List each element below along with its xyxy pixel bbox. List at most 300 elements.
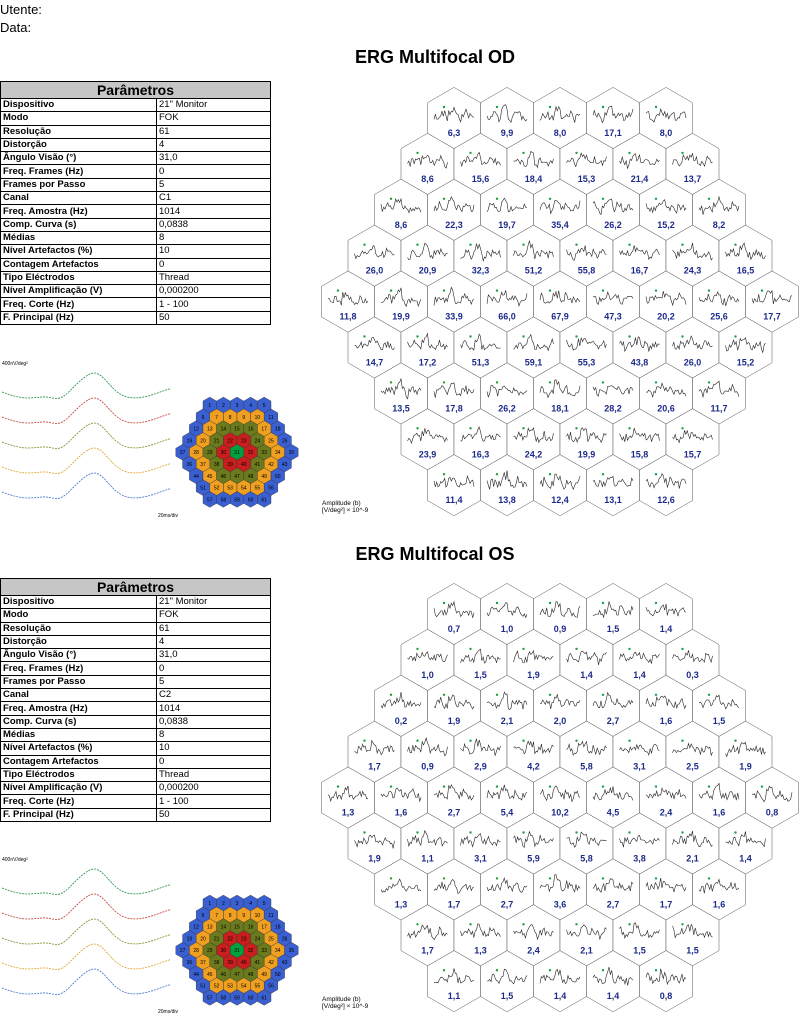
peak-marker	[469, 244, 471, 246]
ring-hex-number: 56	[268, 983, 274, 990]
ring-average-trace	[2, 944, 170, 970]
peak-marker	[363, 831, 365, 833]
peak-marker	[602, 602, 604, 604]
params-table-od	[0, 81, 271, 325]
ring-hex-number: 52	[213, 983, 220, 990]
param-label: Freq. Frames (Hz)	[1, 165, 157, 178]
ring-hex-number: 53	[227, 485, 233, 492]
hex-value: 19,9	[392, 311, 410, 322]
ring-hex-number: 7	[215, 414, 218, 421]
param-row	[1, 609, 271, 622]
ring-hex-number: 2	[222, 901, 225, 907]
param-row	[1, 675, 271, 688]
peak-marker	[602, 694, 604, 696]
ring-hex-number: 8	[228, 414, 232, 421]
peak-marker	[390, 198, 392, 200]
ring-hex-number: 17	[261, 426, 267, 433]
hex-value: 9,9	[500, 128, 514, 138]
peak-marker	[443, 694, 445, 696]
ring-hex-number: 25	[268, 936, 274, 943]
hex-value: 0,9	[421, 761, 434, 772]
trace-scale-top: 400nV/deg²	[2, 361, 28, 367]
params-body	[1, 99, 271, 325]
ring-hex-number: 49	[261, 971, 267, 978]
peak-marker	[655, 969, 657, 971]
param-value: 50	[157, 808, 271, 821]
peak-marker	[469, 427, 471, 429]
hex-value: 13,8	[498, 495, 516, 506]
peak-marker	[522, 244, 524, 246]
param-row	[1, 755, 271, 768]
peak-marker	[416, 427, 418, 429]
ring-average-trace	[2, 448, 170, 474]
ring-hex-number: 7	[215, 912, 218, 919]
ring-hex-number: 13	[207, 426, 213, 433]
ring-hex-number: 28	[193, 450, 199, 457]
param-label: Distorção	[1, 635, 157, 648]
hex-value: 66,0	[498, 311, 516, 322]
ring-hex-number: 37	[200, 462, 206, 468]
param-label: Distorção	[1, 138, 157, 151]
peak-marker	[628, 740, 630, 742]
param-label: Modo	[1, 112, 157, 125]
param-row	[1, 808, 271, 821]
ring-hex-number: 41	[254, 960, 261, 966]
ring-hex-number: 40	[241, 462, 247, 468]
ring-hex-number: 44	[193, 971, 199, 978]
param-value: 21" Monitor	[157, 99, 271, 112]
hex-value: 55,3	[577, 357, 596, 368]
param-row	[1, 112, 271, 125]
param-row	[1, 152, 271, 165]
param-value: 0	[157, 662, 271, 675]
peak-marker	[496, 198, 498, 200]
peak-marker	[549, 969, 551, 971]
peak-marker	[522, 648, 524, 650]
param-row	[1, 298, 271, 311]
peak-marker	[575, 244, 577, 246]
peak-marker	[549, 602, 551, 604]
param-label: Médias	[1, 231, 157, 244]
param-label: Freq. Frames (Hz)	[1, 662, 157, 675]
hex-value: 1,3	[341, 807, 355, 818]
peak-marker	[469, 335, 471, 337]
hex-value: 32,3	[471, 265, 490, 276]
ring-hex-number: 20	[200, 936, 206, 943]
ring-hex-number: 11	[268, 414, 274, 421]
peak-marker	[602, 381, 604, 383]
ring-hex-number: 22	[227, 936, 233, 943]
ring-hex-number: 34	[275, 948, 281, 955]
ring-hex-number: 27	[179, 450, 186, 457]
peak-marker	[549, 198, 551, 200]
param-row	[1, 178, 271, 191]
hex-value: 1,4	[553, 991, 567, 1002]
peak-marker	[602, 473, 604, 475]
ring-hex-number: 47	[234, 473, 240, 480]
param-row	[1, 205, 271, 218]
param-row	[1, 728, 271, 741]
peak-marker	[549, 473, 551, 475]
hex-value: 3,1	[474, 853, 487, 864]
ring-hex-number: 11	[268, 912, 274, 919]
ring-hex-number: 4	[249, 403, 252, 409]
waveform-traces-os	[0, 853, 180, 1018]
hex-value: 11,8	[339, 311, 357, 322]
peak-marker	[549, 289, 551, 291]
hexagon-ring-map-od	[170, 395, 305, 523]
ring-hex-number: 10	[254, 912, 261, 919]
amplitude-label: Amplitude (b)	[322, 500, 361, 507]
hex-value: 55,8	[577, 265, 596, 276]
peak-marker	[390, 289, 392, 291]
hex-value: 5,8	[580, 853, 593, 864]
hex-value: 26,2	[498, 403, 516, 414]
param-row	[1, 271, 271, 284]
hex-value: 33,9	[445, 311, 463, 322]
ring-hex-number: 14	[220, 924, 227, 931]
ring-hex-number: 40	[241, 960, 247, 966]
params-body	[1, 596, 271, 822]
hex-value: 5,8	[580, 761, 593, 772]
param-row	[1, 622, 271, 635]
hex-value: 1,4	[633, 669, 646, 680]
ring-hex-number: 36	[186, 462, 193, 468]
hex-value: 1,6	[394, 807, 408, 818]
peak-marker	[655, 289, 657, 291]
param-value: 10	[157, 742, 271, 755]
hex-value: 16,7	[630, 265, 649, 276]
params-title: Parâmetros	[1, 579, 271, 596]
param-label: Freq. Corte (Hz)	[1, 795, 157, 808]
utente-label: Utente:	[0, 2, 42, 17]
ring-hex-number: 59	[234, 995, 240, 1002]
ring-hex-number: 36	[186, 960, 193, 966]
hex-value: 2,7	[500, 899, 514, 910]
ring-hex-number: 45	[207, 971, 213, 978]
ring-hex-number: 35	[288, 948, 295, 955]
peak-marker	[708, 694, 710, 696]
peak-marker	[734, 831, 736, 833]
ring-hex-number: 14	[220, 426, 227, 433]
param-row	[1, 742, 271, 755]
hex-value: 14,7	[365, 357, 384, 368]
param-label: Resolução	[1, 125, 157, 138]
ring-hex-number: 54	[241, 983, 247, 990]
peak-marker	[575, 740, 577, 742]
hex-value: 67,9	[551, 311, 569, 322]
ring-average-trace	[2, 373, 170, 399]
peak-marker	[390, 877, 392, 879]
peak-marker	[628, 152, 630, 154]
peak-marker	[708, 381, 710, 383]
hex-value: 0,8	[765, 807, 779, 818]
hex-value: 17,7	[763, 311, 781, 322]
peak-marker	[575, 427, 577, 429]
ring-hex-number: 21	[213, 438, 220, 445]
ring-average-trace	[2, 423, 170, 449]
peak-marker	[761, 785, 763, 787]
amplitude-unit: [V/deg²] × 10^-9	[322, 507, 369, 514]
data-label: Data:	[0, 20, 32, 35]
peak-marker	[363, 740, 365, 742]
param-value: 1 - 100	[157, 298, 271, 311]
param-label: Canal	[1, 689, 157, 702]
param-row	[1, 596, 271, 609]
ring-hex-number: 12	[193, 924, 199, 931]
ring-hex-number: 20	[200, 438, 206, 445]
section-title-os: ERG Multifocal OS	[355, 544, 515, 564]
ring-hex-number: 3	[235, 403, 239, 409]
section-title-od: ERG Multifocal OD	[354, 47, 515, 67]
param-label: Nível Amplificação (V)	[1, 782, 157, 795]
ring-hex-number: 57	[207, 995, 213, 1002]
ring-hex-number: 21	[213, 936, 220, 943]
peak-marker	[443, 877, 445, 879]
param-value: 0,0838	[157, 715, 271, 728]
param-label: Nível Amplificação (V)	[1, 285, 157, 298]
peak-marker	[337, 785, 339, 787]
hex-value: 0,2	[394, 715, 408, 726]
peak-marker	[416, 335, 418, 337]
param-label: Nível Artefactos (%)	[1, 245, 157, 258]
ring-hex-number: 6	[201, 414, 205, 421]
ring-hex-number: 9	[242, 912, 246, 919]
peak-marker	[522, 427, 524, 429]
hex-value: 24,3	[683, 265, 702, 276]
amplitude-legend-od	[322, 500, 368, 514]
peak-marker	[416, 831, 418, 833]
ring-hex-number: 52	[213, 485, 220, 492]
peak-marker	[549, 694, 551, 696]
hex-value: 1,5	[712, 715, 726, 726]
ring-hex-number: 47	[234, 971, 240, 978]
hexagon-amplitude-map-os	[318, 578, 799, 1030]
hex-value: 26,2	[604, 219, 622, 230]
peak-marker	[575, 923, 577, 925]
hex-value: 2,0	[553, 715, 567, 726]
hex-value: 1,5	[500, 991, 514, 1002]
ring-hex-number: 39	[227, 462, 233, 468]
hex-value: 4,2	[527, 761, 540, 772]
param-value: Thread	[157, 768, 271, 781]
param-value: 5	[157, 675, 271, 688]
ring-hex-number: 30	[220, 948, 227, 955]
hex-value: 15,2	[657, 219, 675, 230]
param-row	[1, 258, 271, 271]
ring-hex-number: 15	[234, 426, 240, 433]
param-label: Nível Artefactos (%)	[1, 742, 157, 755]
ring-hex-number: 50	[275, 473, 281, 480]
peak-marker	[549, 785, 551, 787]
hex-value: 15,6	[471, 173, 490, 184]
peak-marker	[416, 152, 418, 154]
ring-hex-number: 1	[208, 403, 212, 409]
ring-hex-number: 31	[234, 948, 240, 955]
param-value: 61	[157, 622, 271, 635]
ring-hex-number: 19	[186, 936, 193, 943]
peak-marker	[734, 740, 736, 742]
peak-marker	[602, 877, 604, 879]
peak-marker	[469, 923, 471, 925]
ring-hex-number: 60	[247, 995, 254, 1002]
hex-value: 1,3	[394, 899, 408, 910]
hex-value: 1,6	[712, 899, 726, 910]
peak-marker	[681, 152, 683, 154]
param-value: 61	[157, 125, 271, 138]
param-value: 4	[157, 635, 271, 648]
param-row	[1, 768, 271, 781]
param-label: Ângulo Visão (°)	[1, 152, 157, 165]
ring-hex-number: 17	[261, 924, 267, 931]
hex-value: 4,5	[606, 807, 620, 818]
param-row	[1, 192, 271, 205]
param-row	[1, 125, 271, 138]
peak-marker	[681, 740, 683, 742]
param-value: Thread	[157, 271, 271, 284]
hex-value: 13,7	[683, 173, 702, 184]
ring-hex-number: 59	[234, 497, 240, 504]
param-row	[1, 795, 271, 808]
param-row	[1, 99, 271, 112]
param-label: Modo	[1, 609, 157, 622]
amplitude-label: Amplitude (b)	[322, 996, 361, 1003]
peak-marker	[522, 740, 524, 742]
peak-marker	[469, 831, 471, 833]
peak-marker	[443, 785, 445, 787]
hex-value: 28,2	[604, 403, 622, 414]
param-value: FOK	[157, 112, 271, 125]
peak-marker	[522, 831, 524, 833]
param-value: 0,0838	[157, 218, 271, 231]
hex-value: 20,9	[418, 265, 437, 276]
ring-hex-number: 9	[242, 414, 246, 421]
param-value: C1	[157, 192, 271, 205]
peak-marker	[575, 152, 577, 154]
peak-marker	[363, 244, 365, 246]
ring-hex-number: 42	[268, 462, 274, 468]
ring-hex-number: 3	[235, 901, 239, 907]
hex-value: 59,1	[524, 357, 543, 368]
hex-value: 10,2	[551, 807, 569, 818]
ring-hex-number: 6	[201, 912, 205, 919]
peak-marker	[602, 106, 604, 108]
hex-value: 1,4	[659, 624, 673, 634]
ring-hex-number: 45	[207, 473, 213, 480]
ring-hex-number: 29	[207, 948, 213, 955]
param-value: 31,0	[157, 649, 271, 662]
param-row	[1, 218, 271, 231]
peak-marker	[416, 923, 418, 925]
hex-value: 21,4	[630, 173, 649, 184]
peak-marker	[496, 877, 498, 879]
param-label: Comp. Curva (s)	[1, 715, 157, 728]
peak-marker	[443, 381, 445, 383]
param-row	[1, 715, 271, 728]
param-label: F. Principal (Hz)	[1, 311, 157, 324]
peak-marker	[390, 785, 392, 787]
ring-hex-number: 23	[241, 936, 247, 943]
hex-value: 8,6	[394, 219, 408, 230]
hex-value: 2,5	[686, 761, 699, 772]
ring-hex-number: 8	[228, 912, 232, 919]
hex-value: 19,9	[577, 449, 596, 460]
peak-marker	[681, 923, 683, 925]
hex-value: 8,0	[659, 128, 673, 138]
params-table-os	[0, 578, 271, 822]
peak-marker	[628, 648, 630, 650]
param-row	[1, 245, 271, 258]
peak-marker	[469, 648, 471, 650]
peak-marker	[496, 785, 498, 787]
ring-hex-number: 61	[261, 497, 267, 504]
ring-hex-number: 26	[281, 438, 288, 445]
peak-marker	[628, 427, 630, 429]
ring-hex-number: 33	[261, 948, 267, 955]
ring-average-trace	[2, 894, 170, 920]
hex-value: 1,4	[606, 991, 620, 1002]
hex-value: 1,6	[659, 715, 673, 726]
peak-marker	[337, 289, 339, 291]
hex-value: 6,3	[447, 128, 461, 138]
param-label: Médias	[1, 728, 157, 741]
peak-marker	[761, 289, 763, 291]
hex-value: 51,3	[471, 357, 490, 368]
hex-value: 1,4	[580, 669, 593, 680]
hex-value: 12,6	[657, 495, 675, 506]
ring-hex-number: 48	[247, 971, 254, 978]
param-label: Ângulo Visão (°)	[1, 649, 157, 662]
ring-hex-number: 49	[261, 473, 267, 480]
hex-value: 17,8	[445, 403, 463, 414]
ring-hex-number: 24	[254, 936, 261, 943]
ring-hex-number: 26	[281, 936, 288, 943]
hex-value: 3,6	[553, 899, 567, 910]
hex-value: 8,2	[712, 219, 726, 230]
peak-marker	[655, 198, 657, 200]
param-row	[1, 662, 271, 675]
hex-value: 1,1	[421, 853, 434, 864]
amplitude-unit: [V/deg²] × 10^-9	[322, 1003, 369, 1010]
peak-marker	[734, 244, 736, 246]
hex-value: 1,5	[474, 669, 487, 680]
ring-hex-number: 39	[227, 960, 233, 966]
hex-value: 18,1	[551, 403, 569, 414]
trace-scale-bottom: 20ms/div	[157, 1009, 178, 1015]
peak-marker	[522, 923, 524, 925]
ring-hex-number: 4	[249, 901, 252, 907]
hex-value: 13,1	[604, 495, 622, 506]
param-value: FOK	[157, 609, 271, 622]
param-value: 0	[157, 755, 271, 768]
peak-marker	[363, 335, 365, 337]
hex-value: 13,5	[392, 403, 410, 414]
ring-hex-number: 55	[254, 485, 261, 492]
peak-marker	[549, 877, 551, 879]
ring-hex-number: 46	[220, 971, 227, 978]
peak-marker	[469, 740, 471, 742]
hex-value: 1,9	[739, 761, 752, 772]
ring-hex-number: 33	[261, 450, 267, 457]
peak-marker	[443, 969, 445, 971]
hex-value: 26,0	[365, 265, 384, 276]
ring-hex-number: 19	[186, 438, 193, 445]
param-value: 0,000200	[157, 782, 271, 795]
hex-value: 2,1	[580, 945, 593, 956]
ring-hex-number: 28	[193, 948, 199, 955]
peak-marker	[496, 289, 498, 291]
peak-marker	[655, 694, 657, 696]
